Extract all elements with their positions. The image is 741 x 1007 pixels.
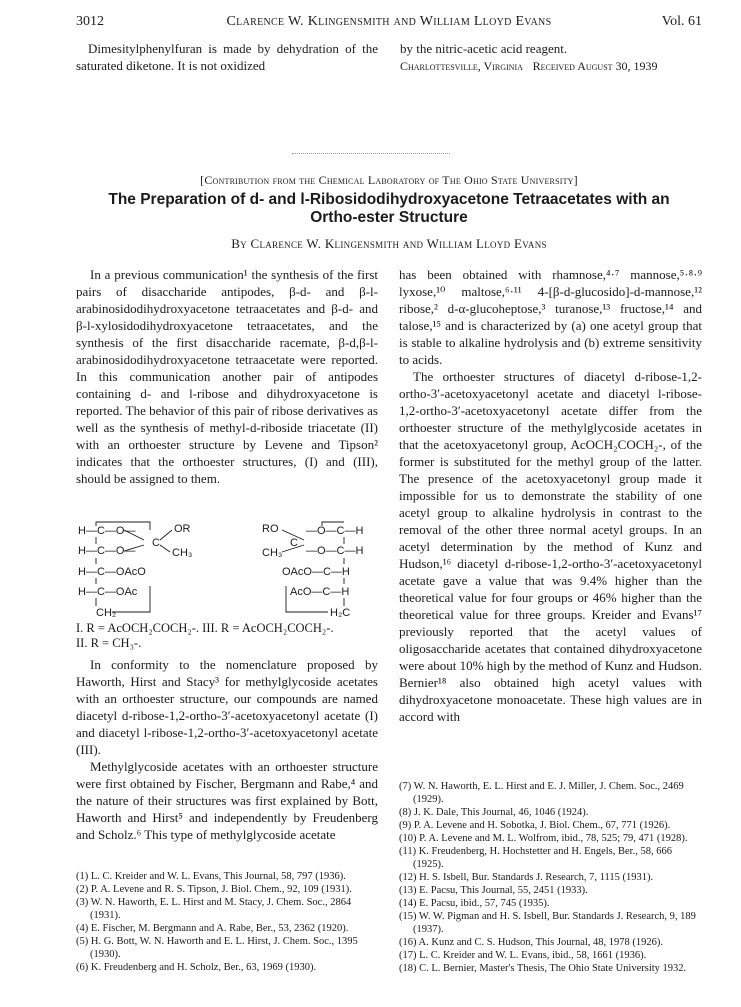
structure-drawing	[76, 520, 378, 620]
left-row-5: CH₂	[96, 607, 117, 619]
page-number: 3012	[76, 14, 104, 29]
left-row-3: H—C—OAcO	[78, 566, 146, 578]
footnote-4: (4) E. Fischer, M. Bergmann and A. Rabe, Ber., 53, 2362 (1920).	[76, 923, 349, 934]
left-column-lower	[76, 656, 378, 843]
footnote-9: (9) P. A. Levene and H. Sobotka, J. Biol. Chem., 67, 771 (1926).	[399, 820, 671, 831]
paragraph-r1: has been obtained with rhamnose,⁴·⁷ mannose,⁵·⁸·⁹ lyxose,¹⁰ maltose,⁶·¹¹ 4-[β-d-glucosido]-d-mannose,¹² ribose,² d-α-glucoheptose,³ turanose,¹³ fructose,¹⁴ and talose,¹⁵ and is characterized by (a) one acetyl group that is stable to alkaline hydrolysis and (b) extreme sensitivity to acids.	[399, 267, 702, 367]
footnote-17: (17) L. C. Kreider and W. L. Evans, ibid., 58, 1661 (1936).	[399, 950, 647, 961]
prev-signoff	[400, 57, 702, 75]
structure-caption-1: I. R = AcOCH₂COCH₂-. III. R = AcOCH₂COCH₂-.	[76, 621, 334, 635]
paragraph-r2: The orthoester structures of diacetyl d-ribose-1,2-ortho-3′-acetoxyacetonyl acetate and diacetyl l-ribose-1,2-ortho-3′-acetoxyacetonyl acetate differ from the orthoester structure of the methylglycoside acetates in that the acetoxyacetonyl group, AcOCH₂COCH₂-, of the former is substituted for the methyl group of the latter. The presence of the acetoxyacetonyl group made it impossible for us to demonstrate the stability of one acetyl group to alkaline hydrolysis in contrast to the removal of the other three normal acetyl groups. In an acetyl determination by the method of Kunz and Hudson,¹⁶ diacetyl d-ribose-1,2-ortho-3′-acetoxyacetonyl acetate gave a value that was 9.4% higher than the theoretical value for four groups or 46% higher than the theoretical value for three groups. Kreider and Evans¹⁷ previously reported that the acetyl values of oligosaccharide acetates that contained dihydroxyacetone were about 10% high by the method of Kunz and Hudson. Bernier¹⁸ also obtained high acetyl values with dihydroxyacetone monoacetate. These high values are in accord with	[399, 369, 702, 724]
volume-label: Vol. 61	[661, 14, 702, 29]
paragraph-3: Methylglycoside acetates with an orthoester structure were first obtained by Fischer, Bergmann and Rabe,⁴ and the nature of their structures was first explained by Bott, Haworth and Hirst⁵ and independently by Freudenberg and Scholz.⁶ This type of methylglycoside acetate	[76, 759, 378, 842]
left-central-c: C	[152, 537, 160, 549]
footnote-18: (18) C. L. Bernier, Master's Thesis, The Ohio State University 1932.	[399, 963, 687, 974]
footnotes-right	[399, 780, 702, 975]
prev-left-column	[76, 40, 378, 74]
right-row-4: AcO—C—H	[290, 586, 350, 598]
footnote-7: (7) W. N. Haworth, E. L. Hirst and E. J. Miller, J. Chem. Soc., 2469 (1929).	[399, 781, 684, 805]
running-title: Clarence W. Klingensmith and William Lloyd Evans	[226, 14, 552, 29]
footnote-2: (2) P. A. Levene and R. S. Tipson, J. Biol. Chem., 92, 109 (1931).	[76, 884, 352, 895]
left-sub-2: CH₃	[172, 547, 193, 559]
footnote-12: (12) H. S. Isbell, Bur. Standards J. Research, 7, 1115 (1931).	[399, 872, 654, 883]
article-authors: By Clarence W. Klingensmith and William Lloyd Evans	[231, 236, 547, 251]
right-row-5: H₂C	[330, 607, 351, 619]
footnote-8: (8) J. K. Dale, This Journal, 46, 1046 (1924).	[399, 807, 589, 818]
right-row-2: —O—C—H	[306, 545, 364, 557]
left-row-4: H—C—OAc	[78, 586, 138, 598]
footnote-5: (5) H. G. Bott, W. N. Haworth and E. L. Hirst, J. Chem. Soc., 1395 (1930).	[76, 936, 358, 960]
footnotes-left	[76, 870, 378, 974]
paragraph-2: In conformity to the nomenclature proposed by Haworth, Hirst and Stacy³ for methylglycoside acetates with an orthoester structure, our compounds are named diacetyl d-ribose-1,2-ortho-3′-acetoxyacetonyl acetate (I) and diacetyl l-ribose-1,2-ortho-3′-acetoxyacetonyl acetate (III).	[76, 657, 378, 757]
right-row-3: OAcO—C—H	[282, 566, 350, 578]
right-column	[399, 266, 702, 725]
right-sub-1: RO	[262, 523, 279, 535]
footnote-10: (10) P. A. Levene and M. L. Wolfrom, ibid., 78, 525; 79, 471 (1928).	[399, 833, 688, 844]
footnote-1: (1) L. C. Kreider and W. L. Evans, This Journal, 58, 797 (1936).	[76, 871, 346, 882]
article-title: The Preparation of d- and l-Ribosidodihydroxyacetone Tetraacetates with an Ortho-ester Structure	[108, 191, 670, 226]
contribution-line: [Contribution from the Chemical Laboratory of The Ohio State University]	[200, 173, 578, 187]
footnote-6: (6) K. Freudenberg and H. Scholz, Ber., 63, 1969 (1930).	[76, 962, 317, 973]
left-row-1: H—C—O—	[78, 525, 136, 537]
orthoester-structures	[76, 520, 378, 652]
left-sub-1: OR	[174, 523, 191, 535]
right-sub-2: CH₃	[262, 547, 283, 559]
footnote-14: (14) E. Pacsu, ibid., 57, 745 (1935).	[399, 898, 550, 909]
right-central-c: C	[290, 537, 298, 549]
left-column-upper	[76, 266, 378, 487]
footnote-11: (11) K. Freudenberg, H. Hochstetter and H. Engels, Ber., 58, 666 (1925).	[399, 846, 672, 870]
prev-right-column	[400, 40, 702, 75]
structure-caption-2: II. R = CH₃-.	[76, 636, 142, 650]
left-row-2: H—C—O—	[78, 545, 136, 557]
footnote-13: (13) E. Pacsu, This Journal, 55, 2451 (1933).	[399, 885, 588, 896]
paragraph-1: In a previous communication¹ the synthesis of the first pairs of disaccharide antipodes, β-d- and β-l-arabinosidodihydroxyacetone tetraacetates and β-d- and β-l-xylosidodihydroxyacetone tetraacetates, and the synthesis of the first disaccharide racemate, β-d,β-l-arabinosidodihydroxyacetone tetraacetate were reported. In this communication another pair of antipodes containing d- and l-ribose and dihydroxyacetone is reported. The behavior of this pair of ribose derivatives as well as the synthesis of methyl-d-riboside triacetate (II) with an orthoester structure by Levene and Tipson² indicates that the orthoester structures, (I) and (III), should be assigned to them.	[76, 267, 378, 486]
prev-left-text: Dimesitylphenylfuran is made by dehydration of the saturated diketone. It is not oxidized	[76, 41, 378, 73]
article-separator	[292, 153, 450, 154]
prev-location: Charlottesville, Virginia	[400, 59, 523, 73]
prev-right-text: by the nitric-acetic acid reagent.	[400, 41, 568, 56]
prev-received: Received August 30, 1939	[532, 59, 658, 73]
footnote-3: (3) W. N. Haworth, E. L. Hirst and M. Stacy, J. Chem. Soc., 2864 (1931).	[76, 897, 352, 921]
running-header	[76, 14, 702, 34]
footnote-15: (15) W. W. Pigman and H. S. Isbell, Bur. Standards J. Research, 9, 189 (1937).	[399, 911, 696, 935]
right-row-1: —O—C—H	[306, 525, 364, 537]
footnote-16: (16) A. Kunz and C. S. Hudson, This Journal, 48, 1978 (1926).	[399, 937, 664, 948]
